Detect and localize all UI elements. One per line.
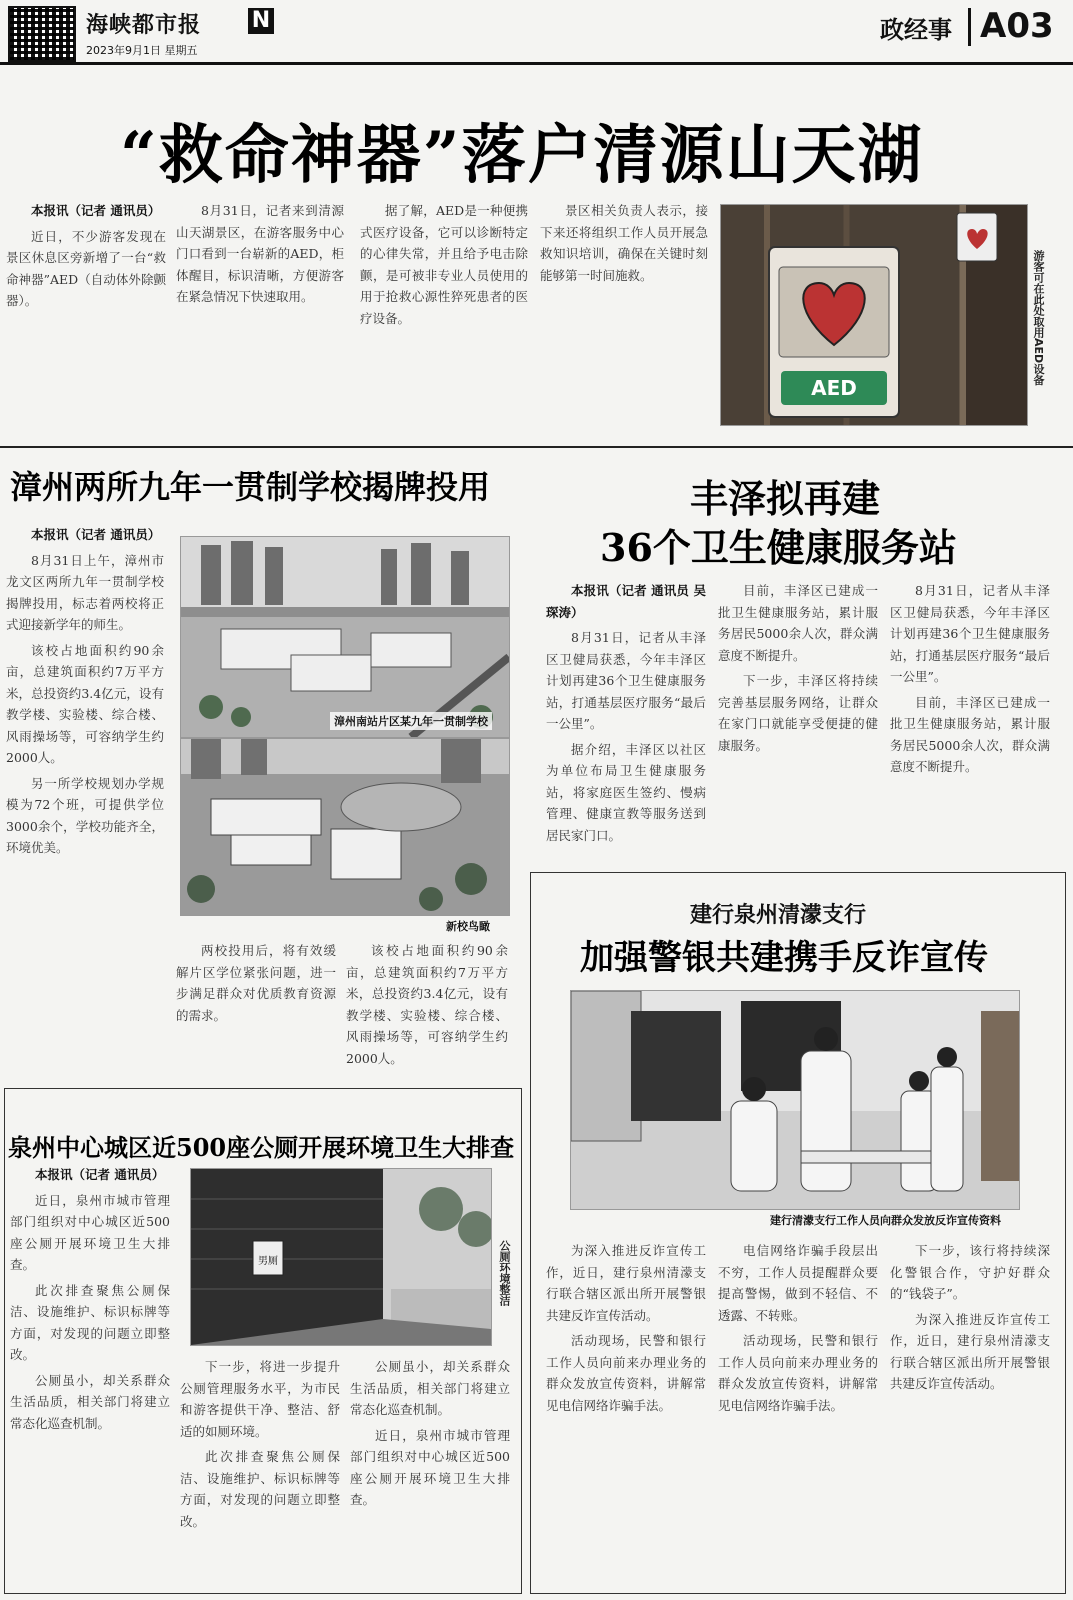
school-buildings-illustration [181,537,509,737]
aed-photo [720,204,1028,426]
toilets-caption: 公厕环境整洁 [498,1240,511,1306]
school-photo-1 [180,536,510,738]
school-photo-1-caption: 漳州南站片区某九年一贯制学校 [330,712,492,730]
health-para-2: 据介绍，丰泽区以社区为单位布局卫生健康服务站，将家庭医生签约、慢病管理、健康宣教等服务送到居民家门口。 [546,741,706,843]
health-para-6: 目前，丰泽区已建成一批卫生健康服务站，累计服务居民5000余人次，群众满意度不断提升。 [890,694,1050,774]
qr-code-icon [8,6,76,62]
aed-byline: 本报讯（记者 通讯员） [31,203,161,218]
bank-para-4: 活动现场，民警和银行工作人员向前来办理业务的群众发放宣传资料，讲解常见电信网络诈骗手法。 [718,1333,878,1413]
page-number: A03 [980,6,1054,46]
schools-headline: 漳州两所九年一贯制学校揭牌投用 [10,468,491,506]
health-col-3 [890,580,1050,860]
aed-headline: “救命神器”落户清源山天湖 [120,118,924,193]
bank-col-3 [890,1240,1050,1585]
schools-para-4: 两校投用后，将有效缓解片区学位紧张问题，进一步满足群众对优质教育资源的需求。 [176,943,336,1023]
health-col-1 [546,580,706,860]
toilets-col-2 [180,1356,340,1584]
aed-col-2 [176,200,344,430]
health-headline-1: 丰泽拟再建 [690,476,881,521]
toilets-para-3: 公厕虽小，却关系群众生活品质，相关部门将建立常态化巡查机制。 [10,1372,170,1431]
bank-para-3: 电信网络诈骗手段层出不穷，工作人员提醒群众要提高警惕，做到不轻信、不透露、不转账。 [718,1243,878,1323]
bank-para-5: 下一步，该行将持续深化警银合作，守护好群众的“钱袋子”。 [890,1243,1050,1301]
toilets-para-6: 公厕虽小，却关系群众生活品质，相关部门将建立常态化巡查机制。 [350,1359,510,1417]
bank-para-2: 活动现场，民警和银行工作人员向前来办理业务的群众发放宣传资料，讲解常见电信网络诈骗手法。 [546,1333,706,1413]
toilets-para-5: 此次排查聚焦公厕保洁、设施维护、标识标牌等方面，对发现的问题立即整改。 [180,1449,340,1529]
bank-para-6: 为深入推进反诈宣传工作，近日，建行泉州清濛支行联合辖区派出所开展警银共建反诈宣传活动。 [890,1311,1050,1391]
toilets-col-3 [350,1356,510,1584]
bank-para-1: 为深入推进反诈宣传工作，近日，建行泉州清濛支行联合辖区派出所开展警银共建反诈宣传活动。 [546,1243,706,1323]
bank-photo [570,990,1020,1210]
date-line: 2023年9月1日 星期五 [86,44,198,57]
aed-cabinet-illustration [721,205,1027,425]
aed-para-2: 8月31日，记者来到清源山天湖景区，在游客服务中心门口看到一台崭新的AED，柜体醒目，标识清晰，方便游客在紧急情况下快速取用。 [176,203,344,304]
aed-para-3: 据了解，AED是一种便携式医疗设备，它可以诊断特定的心律失常，并且给予电击除颤，是可被非专业人员使用的用于抢救心源性猝死患者的医疗设备。 [360,203,528,326]
toilets-para-4: 下一步，将进一步提升公厕管理服务水平，为市民和游客提供干净、整洁、舒适的如厕环境。 [180,1359,340,1439]
schools-byline: 本报讯（记者 通讯员） [31,527,161,542]
paper-name: 海峡都市报 [86,13,202,38]
health-para-5: 8月31日，记者从丰泽区卫健局获悉，今年丰泽区计划再建36个卫生健康服务站，打通基层医疗服务“最后一公里”。 [890,583,1050,684]
aed-caption: 游客可在此处取用AED设备 [1032,250,1045,386]
health-para-3: 目前，丰泽区已建成一批卫生健康服务站，累计服务居民5000余人次，群众满意度不断提升。 [718,583,878,663]
schools-col-3 [346,940,508,1076]
logo-icon: N [248,8,274,34]
toilets-para-7: 近日，泉州市城市管理部门组织对中心城区近500座公厕开展环境卫生大排查。 [350,1427,510,1507]
divider-line [0,446,1073,448]
health-headline-2: 36个卫生健康服务站 [600,525,957,570]
aed-col-3 [360,200,528,430]
schools-col-2 [176,940,336,1076]
toilet-building-illustration [191,1169,491,1345]
aed-para-4: 景区相关负责人表示，接下来还将组织工作人员开展急救知识培训，确保在关键时刻能够第一时间施救。 [540,203,708,283]
schools-para-1: 8月31日上午，漳州市龙文区两所九年一贯制学校揭牌投用，标志着两校将正式迎接新学年的师生。 [6,552,164,632]
toilets-byline: 本报讯（记者 通讯员） [35,1167,165,1182]
toilets-headline: 泉州中心城区近500座公厕开展环境卫生大排查 [8,1133,515,1162]
aed-label: AED [811,376,857,400]
bank-col-2 [718,1240,878,1585]
toilet-sign-label: 男厕 [258,1256,278,1267]
school-campus-illustration [181,739,509,915]
bank-col-1 [546,1240,706,1585]
section-title: 政经事 [880,16,952,44]
toilets-col-1 [10,1164,170,1584]
schools-para-5: 该校占地面积约90余亩，总建筑面积约7万平方米，总投资约3.4亿元，设有教学楼、实验楼、综合楼、风雨操场等，可容纳学生约2000人。 [346,943,508,1066]
aed-col-4 [540,200,708,430]
toilets-para-2: 此次排查聚焦公厕保洁、设施维护、标识标牌等方面，对发现的问题立即整改。 [10,1282,170,1362]
page-divider [968,8,971,46]
health-para-1: 8月31日，记者从丰泽区卫健局获悉，今年丰泽区计划再建36个卫生健康服务站，打通基层医疗服务“最后一公里”。 [546,630,706,731]
school-photo-2-caption: 新校鸟瞰 [446,920,490,933]
toilets-para-1: 近日，泉州市城市管理部门组织对中心城区近500座公厕开展环境卫生大排查。 [10,1192,170,1272]
bank-kicker: 建行泉州清濛支行 [690,902,867,928]
aed-col-1 [6,200,166,430]
schools-col-1 [6,524,164,1079]
school-photo-2 [180,738,510,916]
health-col-2 [718,580,878,860]
health-para-4: 下一步，丰泽区将持续完善基层服务网络，让群众在家门口就能享受便捷的健康服务。 [718,673,878,753]
schools-para-2: 该校占地面积约90余亩，总建筑面积约7万平方米，总投资约3.4亿元，设有教学楼、实验楼、综合楼、风雨操场等，可容纳学生约2000人。 [6,642,164,765]
aed-para-1: 近日，不少游客发现在景区休息区旁新增了一台“救命神器”AED（自动体外除颤器）。 [6,228,166,308]
toilets-photo [190,1168,492,1346]
bank-headline: 加强警银共建携手反诈宣传 [580,938,988,978]
health-byline: 本报讯（记者 通讯员 吴琛涛） [546,583,706,620]
bank-caption: 建行清濛支行工作人员向群众发放反诈宣传资料 [770,1214,1001,1227]
schools-para-3: 另一所学校规划办学规模为72个班，可提供学位3000余个，学校功能齐全，环境优美。 [6,775,164,855]
bank-scene-illustration [571,991,1019,1209]
